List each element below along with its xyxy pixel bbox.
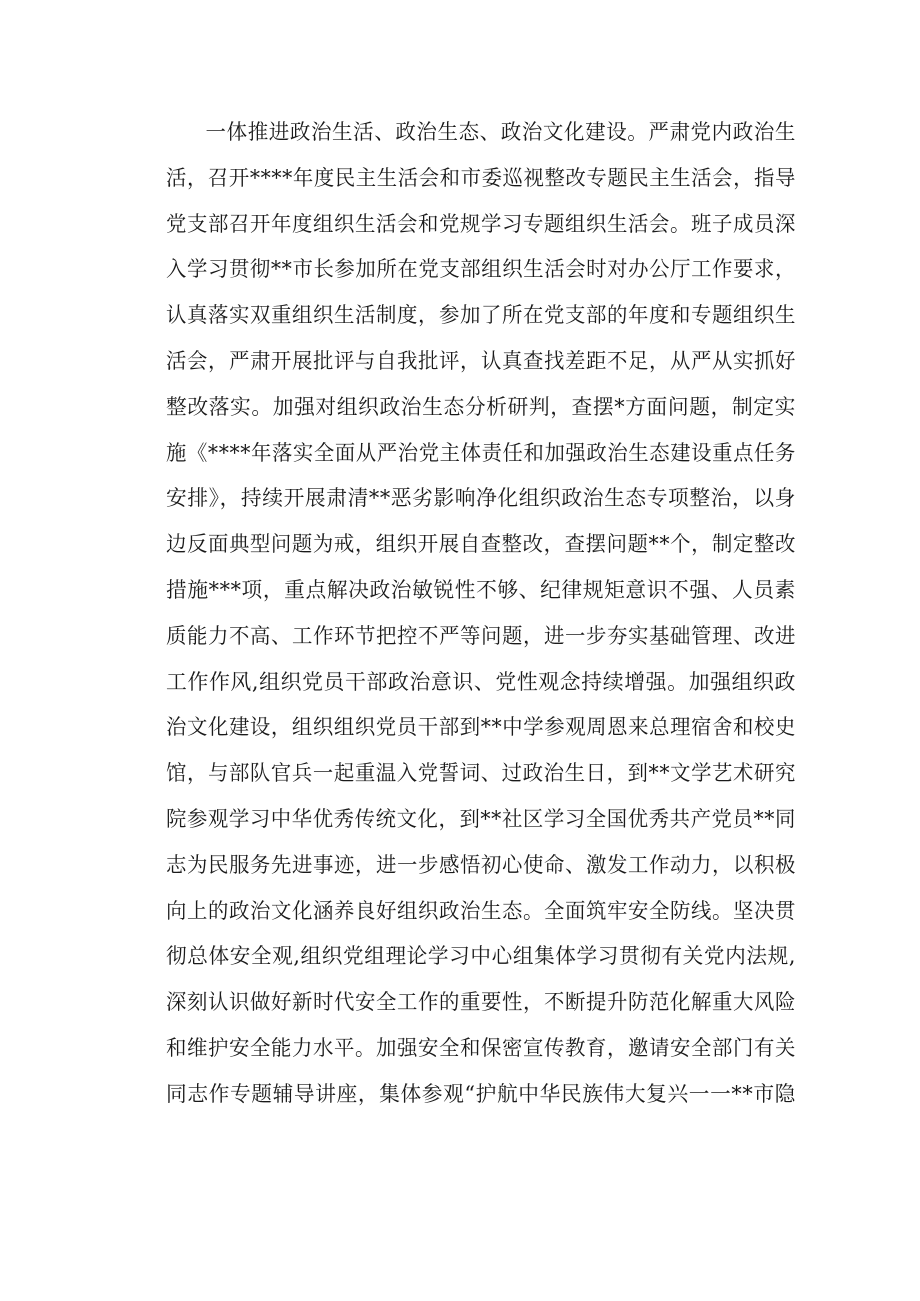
paragraph-line: 院参观学习中华优秀传统文化，到**社区学习全国优秀共产党员**同 bbox=[166, 806, 796, 831]
paragraph-line: 党支部召开年度组织生活会和党规学习专题组织生活会。班子成员深 bbox=[166, 211, 796, 236]
paragraph-line: 同志作专题辅导讲座，集体参观“护航中华民族伟大复兴一一**市隐 bbox=[166, 1081, 796, 1106]
paragraph-line: 治文化建设，组织组织党员干部到**中学参观周恩来总理宿舍和校史 bbox=[166, 715, 796, 740]
paragraph-line: 深刻认识做好新时代安全工作的重要性，不断提升防范化解重大风险 bbox=[166, 990, 796, 1015]
paragraph-line: 施《****年落实全面从严治党主体责任和加强政治生态建设重点任务 bbox=[166, 440, 796, 465]
paragraph-line: 入学习贯彻**市长参加所在党支部组织生活会时对办公厅工作要求， bbox=[166, 257, 796, 282]
paragraph-line: 安排》，持续开展肃清**恶劣影响净化组织政治生态专项整治，以身 bbox=[166, 486, 796, 511]
paragraph-line: 边反面典型问题为戒，组织开展自查整改，查摆问题**个，制定整改 bbox=[166, 532, 796, 557]
paragraph-line: 质能力不高、工作环节把控不严等问题，进一步夯实基础管理、改进 bbox=[166, 623, 796, 648]
document-body-paragraph bbox=[166, 110, 796, 1118]
paragraph-line: 向上的政治文化涵养良好组织政治生态。全面筑牢安全防线。坚决贯 bbox=[166, 898, 796, 923]
paragraph-line: 一体推进政治生活、政治生态、政治文化建设。严肃党内政治生 bbox=[205, 120, 796, 144]
paragraph-line: 馆，与部队官兵一起重温入党誓词、过政治生日，到**文学艺术研究 bbox=[166, 761, 796, 786]
paragraph-line: 认真落实双重组织生活制度，参加了所在党支部的年度和专题组织生 bbox=[166, 303, 796, 328]
paragraph-line: 活，召开****年度民主生活会和市委巡视整改专题民主生活会，指导 bbox=[166, 165, 796, 190]
paragraph-line: 整改落实。加强对组织政治生态分析研判，查摆*方面问题，制定实 bbox=[166, 394, 796, 419]
paragraph-line: 措施***项，重点解决政治敏锐性不够、纪律规矩意识不强、人员素 bbox=[166, 577, 796, 602]
paragraph-line: 和维护安全能力水平。加强安全和保密宣传教育，邀请安全部门有关 bbox=[166, 1035, 796, 1060]
paragraph-line: 活会，严肃开展批评与自我批评，认真查找差距不足，从严从实抓好 bbox=[166, 348, 796, 373]
paragraph-line: 彻总体安全观,组织党组理论学习中心组集体学习贯彻有关党内法规, bbox=[166, 944, 796, 969]
paragraph-line: 志为民服务先进事迹，进一步感悟初心使命、激发工作动力，以积极 bbox=[166, 852, 796, 877]
paragraph-line: 工作作风,组织党员干部政治意识、党性观念持续增强。加强组织政 bbox=[166, 669, 796, 694]
